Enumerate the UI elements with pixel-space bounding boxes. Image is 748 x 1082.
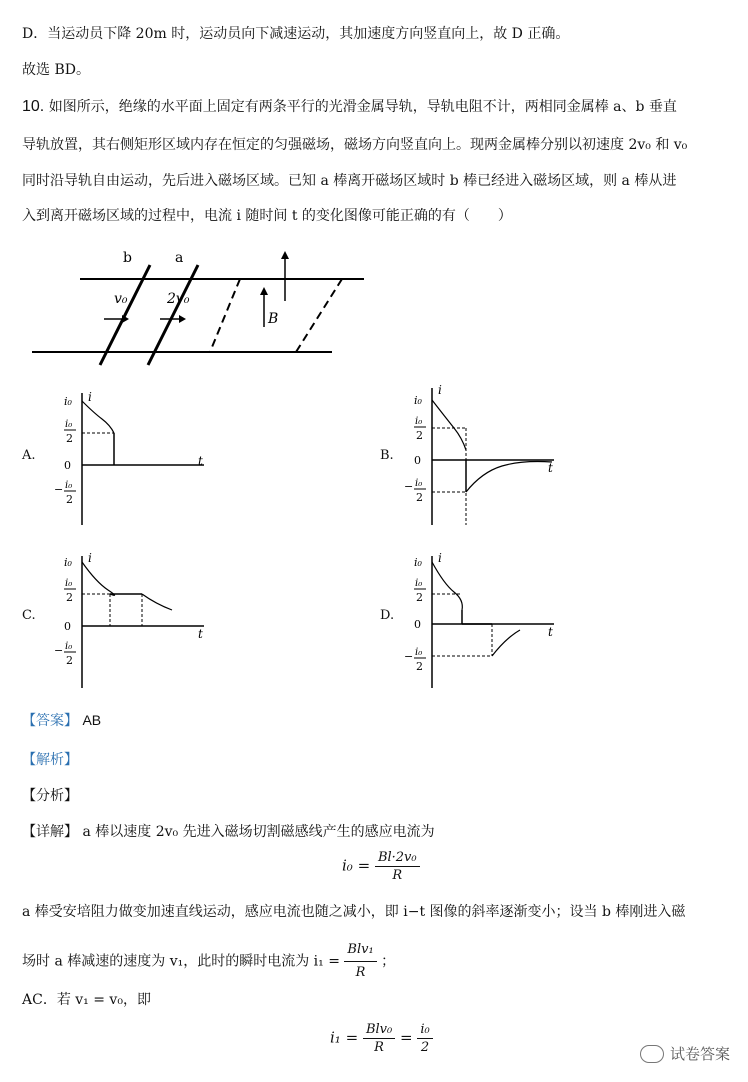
label-2v0: 2v₀ (167, 291, 190, 307)
watermark (640, 1043, 730, 1064)
svg-text:i₀: i₀ (64, 556, 72, 569)
option-b-label: B. (380, 448, 394, 463)
svg-text:2: 2 (416, 491, 423, 504)
answer-line (22, 710, 101, 731)
svg-text:i₀: i₀ (65, 641, 73, 652)
svg-text:−: − (404, 650, 414, 663)
axis-t-label: t (198, 454, 203, 468)
chat-bubble-icon (640, 1045, 664, 1063)
formula-i1-half: i₁ = $\frac{\text{Blv₀}}{R}$ = $\frac{\text{i₀}}{2}$ (330, 1022, 433, 1055)
option-d-label: D. (380, 608, 395, 623)
svg-text:i₀: i₀ (415, 478, 423, 489)
svg-text:0: 0 (414, 454, 421, 467)
svg-text:i₀: i₀ (414, 394, 422, 407)
detail-line-4: AC．若 v₁ = v₀，即 (22, 992, 151, 1008)
answer-value: AB (82, 712, 102, 728)
svg-text:2: 2 (66, 654, 73, 667)
svg-text:2: 2 (416, 591, 423, 604)
option-d-text: D．当运动员下降 20m 时，运动员向下减速运动，其加速度方向竖直向上，故 D 正确。 (22, 26, 570, 42)
svg-text:i: i (438, 383, 442, 397)
label-a: a (175, 250, 184, 266)
option-c-label: C. (22, 608, 36, 623)
detail-tag: 【详解】 (22, 824, 78, 840)
rails-figure (22, 245, 392, 370)
svg-text:2: 2 (66, 493, 73, 506)
option-a-label: A. (22, 448, 36, 463)
detail-line-2: a 棒受安培阻力做变加速直线运动，感应电流也随之减小，即 i−t 图像的斜率逐渐变小；设当 b 棒刚进入磁 (22, 904, 686, 920)
svg-text:t: t (548, 461, 553, 475)
question-10-line-3: 同时沿导轨自由运动，先后进入磁场区域。已知 a 棒离开磁场区域时 b 棒已经进入磁场区域，则 a 棒从进 (22, 173, 677, 189)
choose-text: 故选 BD。 (22, 62, 90, 78)
fenxi-tag: 【分析】 (22, 788, 78, 804)
svg-text:2: 2 (416, 429, 423, 442)
question-10-line-1 (22, 97, 677, 117)
svg-text:2: 2 (66, 591, 73, 604)
svg-text:i₀: i₀ (65, 480, 73, 491)
svg-text:i₀: i₀ (65, 578, 73, 589)
svg-text:i₀: i₀ (415, 647, 423, 658)
svg-text:2: 2 (66, 432, 73, 445)
svg-text:i₀: i₀ (415, 578, 423, 589)
detail-line-3: 场时 a 棒减速的速度为 v₁，此时的瞬时电流为 i₁ = $\frac{\text{Blv₁}}{R}$ ； (22, 940, 395, 983)
graph-a (52, 385, 222, 530)
svg-text:i₀: i₀ (64, 395, 72, 408)
svg-text:0: 0 (64, 459, 71, 472)
axis-i-label: i (88, 390, 92, 404)
label-v0: v₀ (114, 291, 128, 307)
answer-tag: 【答案】 (22, 713, 78, 729)
graph-d (402, 548, 572, 693)
svg-text:i₀: i₀ (415, 416, 423, 427)
arrow-up-icon (260, 287, 268, 295)
question-number: 10. (22, 98, 45, 115)
formula-i1: $\frac{\text{Blv₁}}{R}$ (344, 940, 376, 983)
graph-c (52, 548, 222, 693)
svg-text:0: 0 (414, 618, 421, 631)
watermark-text: 试卷答案 (669, 1045, 730, 1063)
svg-text:i₀: i₀ (65, 419, 73, 430)
arrow-up-icon (281, 251, 289, 259)
graph-b (402, 380, 572, 530)
svg-text:0: 0 (64, 620, 71, 633)
svg-text:i: i (438, 551, 442, 565)
arrow-right-icon (179, 315, 186, 323)
svg-text:−: − (54, 483, 64, 496)
svg-text:i: i (88, 551, 92, 565)
label-b: b (123, 250, 132, 266)
question-text: 如图所示，绝缘的水平面上固定有两条平行的光滑金属导轨，导轨电阻不计，两相同金属棒 a、b 垂直 (48, 99, 677, 115)
svg-text:t: t (548, 625, 553, 639)
label-B: B (268, 311, 279, 327)
svg-text:i₀: i₀ (414, 556, 422, 569)
svg-text:2: 2 (416, 660, 423, 673)
question-10-line-2: 导轨放置，其右侧矩形区域内存在恒定的匀强磁场，磁场方向竖直向上。现两金属棒分别以初速度 2v₀ 和 v₀ (22, 137, 688, 153)
analysis-tag: 【解析】 (22, 752, 78, 768)
formula-i0: i₀ = $\frac{\text{Bl·2v₀}}{R}$ (342, 850, 420, 883)
svg-text:t: t (198, 627, 203, 641)
question-10-line-4: 入到离开磁场区域的过程中，电流 i 随时间 t 的变化图像可能正确的有（ ） (22, 208, 512, 224)
svg-text:−: − (404, 480, 414, 493)
detail-line-1: 【详解】 a 棒以速度 2v₀ 先进入磁场切割磁感线产生的感应电流为 (22, 824, 435, 840)
svg-text:−: − (54, 644, 64, 657)
